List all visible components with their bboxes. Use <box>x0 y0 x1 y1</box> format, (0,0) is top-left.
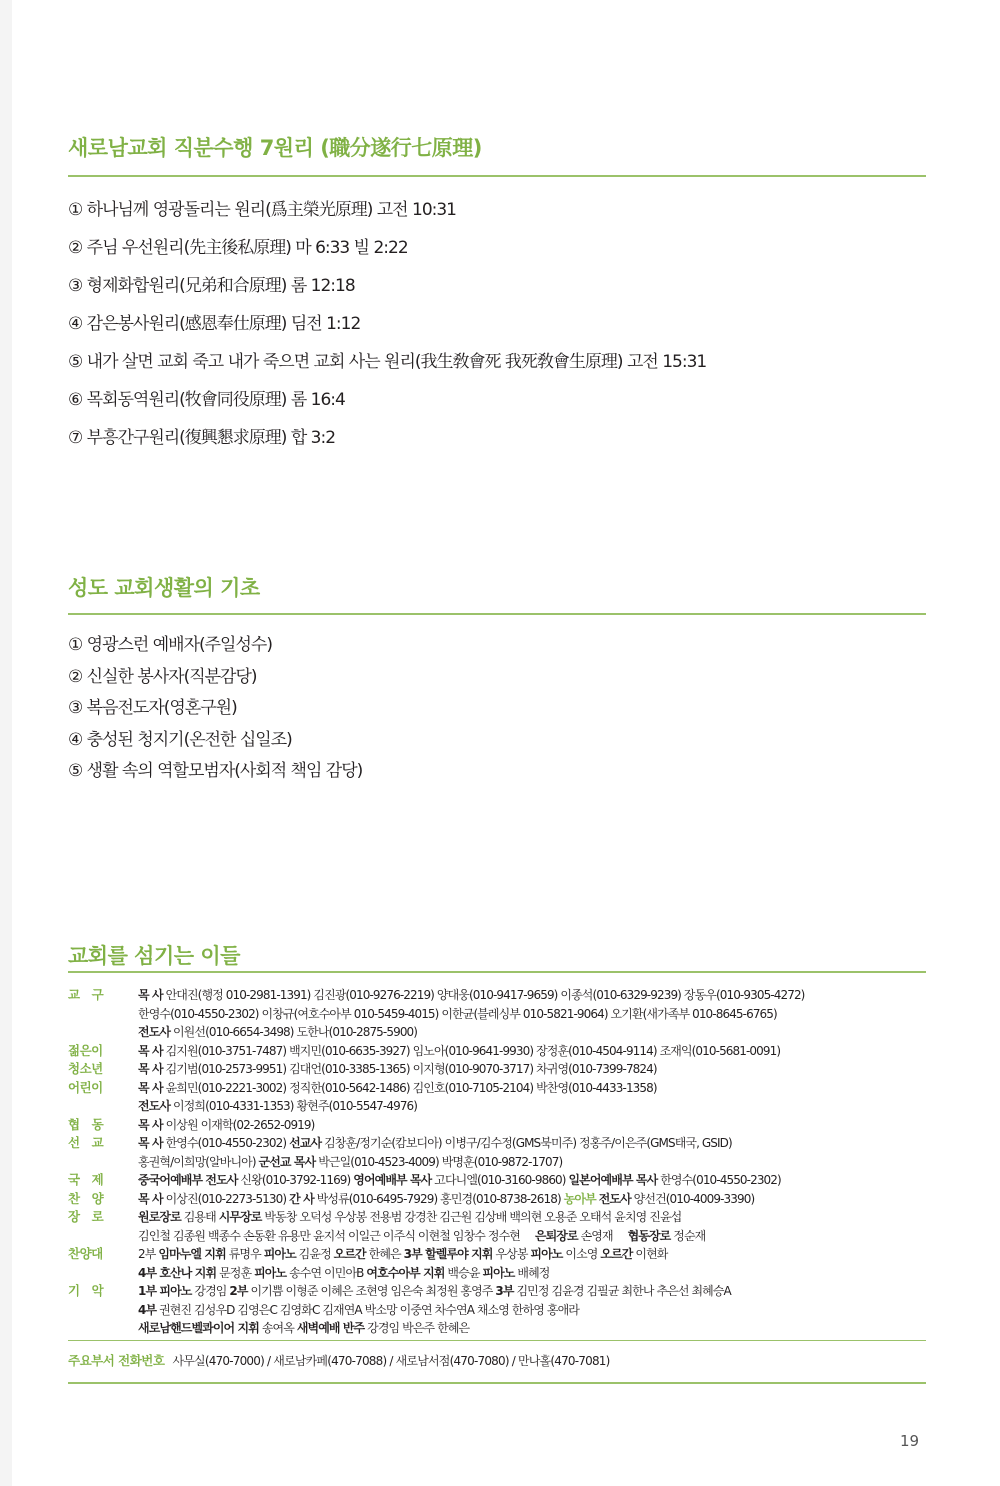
list-item: ① 하나님께 영광돌리는 원리(爲主榮光原理) 고전 10:31 <box>68 200 457 220</box>
directory-row <box>68 1134 938 1171</box>
names-text: 박성류(010-6495-7929) 홍민경(010-8738-2618) <box>313 1191 564 1206</box>
directory-label: 장 로 <box>68 1209 104 1224</box>
names-text: 한영수(010-4550-2302) <box>657 1173 781 1187</box>
directory-label: 선 교 <box>68 1135 104 1150</box>
list-item: ⑤ 생활 속의 역할모범자(사회적 책임 감당) <box>68 761 363 781</box>
names-text: 이상원 이재학(02-2652-0919) <box>162 1117 315 1132</box>
names-text: 한영수(010-4550-2302) <box>162 1136 290 1150</box>
directory-label: 국 제 <box>68 1172 104 1187</box>
names-text: 류명우 <box>225 1247 264 1261</box>
names-text: 이정희(010-4331-1353) 황현주(010-5547-4976) <box>170 1099 418 1113</box>
role-label: 피아노 <box>263 1247 296 1261</box>
directory-line <box>138 1005 938 1024</box>
role-label: 군선교 목사 <box>258 1154 316 1169</box>
list-item: ④ 충성된 청지기(온전한 십일조) <box>68 729 292 750</box>
names-text: 홍권혁/이희망(알바니아) <box>138 1154 259 1169</box>
directory-line <box>138 1153 938 1172</box>
role-label: 오르간 <box>333 1247 366 1261</box>
role-label: 시무장로 <box>218 1210 262 1224</box>
directory-line <box>138 1171 938 1190</box>
directory-row <box>68 1208 938 1245</box>
section-title-basics: 성도 교회생활의 기초 <box>68 576 260 600</box>
names-text: 김용태 <box>180 1210 219 1224</box>
directory-line <box>138 1190 938 1209</box>
role-label: 목 사 <box>138 988 163 1002</box>
names-text: 2부 <box>138 1247 159 1261</box>
directory-row <box>68 1245 938 1282</box>
directory-label: 젊은이 <box>68 1042 103 1058</box>
role-label: 3부 할렐루야 지휘 <box>403 1247 493 1261</box>
names-text: 김기범(010-2573-9951) 김대언(010-3385-1365) 이지형(010-9070-3717) 차귀영(010-7399-7824) <box>162 1062 657 1076</box>
names-text: 김지원(010-3751-7487) 백지민(010-6635-3927) 임노아(010-9641-9930) 장정훈(010-4504-9114) 조재익(010-5681-0091) <box>162 1043 781 1058</box>
directory-line <box>138 1116 938 1135</box>
role-label: 목 사 <box>138 1043 163 1058</box>
names-text: 안대진(행정 010-2981-1391) 김진광(010-9276-2219) 양대웅(010-9417-9659) 이종석(010-6329-9239) 장동우(010-9305-4272) <box>162 988 805 1002</box>
role-label: 피아노 <box>254 1265 287 1280</box>
directory-line <box>138 1060 938 1079</box>
role-label: 목 사 <box>138 1080 163 1095</box>
names-text: 우상봉 <box>492 1247 531 1261</box>
directory-row <box>68 1079 938 1116</box>
role-label: 1부 피아노 <box>138 1284 192 1298</box>
names-text: 김윤정 <box>295 1247 334 1261</box>
role-label: 4부 <box>138 1302 157 1317</box>
names-text: 신왕(010-3792-1169) <box>237 1173 354 1187</box>
names-text: 이상진(010-2273-5130) <box>162 1191 290 1206</box>
names-text: 이현화 <box>632 1247 668 1261</box>
directory-line <box>138 1097 938 1116</box>
role-label: 간 사 <box>289 1191 314 1206</box>
role-label: 오르간 <box>600 1247 633 1261</box>
section-title-staff: 교회를 섬기는 이들 <box>68 944 240 968</box>
directory-line <box>138 1227 938 1246</box>
list-item: ③ 복음전도자(영혼구원) <box>68 698 237 718</box>
role-label: 여호수아부 지휘 <box>366 1265 445 1280</box>
list-item: ② 주님 우선원리(先主後私原理) 마 6:33 빌 2:22 <box>68 238 408 258</box>
dept-label: 농아부 <box>563 1191 596 1206</box>
role-label: 전도사 <box>138 1099 171 1113</box>
directory-row <box>68 1060 938 1079</box>
section-divider-1 <box>68 175 926 177</box>
role-label: 전도사 <box>138 1025 171 1039</box>
names-text: 한혜은 <box>365 1247 404 1261</box>
directory-label: 협 동 <box>68 1116 104 1132</box>
directory-row <box>68 1171 938 1190</box>
staff-directory <box>68 986 938 1338</box>
list-item: ⑥ 목회동역원리(牧會同役原理) 롬 16:4 <box>68 390 345 410</box>
section-divider-3 <box>68 971 926 973</box>
role-label: 피아노 <box>530 1247 563 1261</box>
directory-row <box>68 986 938 1042</box>
names-text: 한영수(010-4550-2302) 이창규(여호수아부 010-5459-4015) 이한균(블레싱부 010-5821-9064) 오기환(새가족부 010-8645-6765) <box>138 1006 777 1021</box>
directory-line <box>138 1301 938 1320</box>
page-number: 19 <box>900 1432 920 1450</box>
role-label: 중국어예배부 전도사 <box>138 1173 238 1187</box>
role-label: 은퇴장로 <box>534 1228 578 1243</box>
page-edge <box>0 0 12 1486</box>
names-text: 김민정 김윤경 김필균 최한나 추은선 최혜승A <box>513 1284 731 1298</box>
names-text: 권현진 김성우D 김영은C 김영화C 김재연A 박소망 이중연 차수연A 채소영 한하영 홍애라 <box>156 1302 579 1317</box>
names-text: 양선건(010-4009-3390) <box>630 1191 755 1206</box>
directory-line <box>138 1134 938 1153</box>
list-item: ③ 형제화합원리(兄弟和合原理) 롬 12:18 <box>68 276 355 296</box>
role-label: 3부 <box>495 1284 514 1298</box>
directory-line <box>138 1023 938 1042</box>
directory-label: 교 구 <box>68 987 104 1002</box>
phone-row <box>68 1350 610 1370</box>
directory-label: 청소년 <box>68 1061 103 1076</box>
list-item: ⑤ 내가 살면 교회 죽고 내가 죽으면 교회 사는 원리(我生敎會死 我死敎會生原理) 고전 15:31 <box>68 352 707 372</box>
names-text: 송여옥 <box>258 1321 297 1335</box>
list-item: ② 신실한 봉사자(직분감당) <box>68 666 257 687</box>
names-text: 문정훈 <box>216 1265 255 1280</box>
directory-line <box>138 986 938 1005</box>
section-divider-2 <box>68 613 926 615</box>
names-text: 윤희민(010-2221-3002) 정직한(010-5642-1486) 김인호(010-7105-2104) 박찬영(010-4433-1358) <box>162 1080 657 1095</box>
directory-line <box>138 1042 938 1061</box>
names-text: 이원선(010-6654-3498) 도한나(010-2875-5900) <box>170 1025 418 1039</box>
directory-label: 찬양대 <box>68 1246 103 1261</box>
names-text: 강경임 <box>191 1284 230 1298</box>
phone-label: 주요부서 전화번호 <box>68 1353 165 1368</box>
directory-label: 기 악 <box>68 1283 104 1298</box>
list-item: ① 영광스런 예배자(주일성수) <box>68 635 272 655</box>
directory-line <box>138 1264 938 1283</box>
role-label: 일본어예배부 목사 <box>568 1173 658 1187</box>
role-label: 선교사 <box>289 1136 322 1150</box>
names-text: 이소영 <box>562 1247 601 1261</box>
directory-label: 찬 양 <box>68 1190 104 1206</box>
directory-line <box>138 1079 938 1098</box>
names-text: 고다니엘(010-3160-9860) <box>431 1173 569 1187</box>
role-label: 협동장로 <box>627 1228 671 1243</box>
directory-line <box>138 1282 938 1301</box>
names-text: 박동창 오덕성 우상봉 전용범 강경찬 김근원 김상배 백의현 오용준 오태석 윤치영 진윤섭 <box>261 1210 682 1224</box>
names-text: 송수연 이민아B <box>286 1265 367 1280</box>
role-label: 피아노 <box>482 1265 515 1280</box>
list-item: ④ 감은봉사원리(感恩奉仕原理) 딤전 1:12 <box>68 314 361 334</box>
directory-label: 어린이 <box>68 1079 103 1095</box>
role-label: 2부 <box>229 1284 248 1298</box>
role-label: 목 사 <box>138 1117 163 1132</box>
role-label: 4부 호산나 지휘 <box>138 1265 217 1280</box>
role-label: 목 사 <box>138 1191 163 1206</box>
role-label: 새로남핸드벨콰이어 지휘 <box>138 1321 259 1335</box>
principles-list <box>68 191 926 457</box>
role-label: 목 사 <box>138 1062 163 1076</box>
names-text: 김창훈/정기순(캄보디아) 이병구/김수정(GMS북미주) 정홍주/이은주(GMS태국, GSID) <box>321 1136 732 1150</box>
section-divider-bottom <box>68 1382 926 1384</box>
section-title-principles: 새로남교회 직분수행 7원리 (職分遂行七原理) <box>68 136 482 160</box>
directory-line <box>138 1245 938 1264</box>
basics-list <box>68 630 926 788</box>
role-label: 전도사 <box>598 1191 631 1206</box>
names-text: 정순재 <box>670 1228 706 1243</box>
names-text: 박근일(010-4523-4009) 박명훈(010-9872-1707) <box>315 1154 563 1169</box>
role-label: 목 사 <box>138 1136 163 1150</box>
directory-line <box>138 1319 938 1338</box>
list-item: ⑦ 부흥간구원리(復興懇求原理) 합 3:2 <box>68 428 336 448</box>
role-label: 임마누엘 지휘 <box>158 1247 226 1261</box>
names-text: 이기쁨 이형준 이혜은 조현영 임은숙 최정원 홍영주 <box>247 1284 496 1298</box>
names-text: 손영재 <box>577 1228 616 1243</box>
role-label: 새벽예배 반주 <box>296 1321 365 1335</box>
role-label: 원로장로 <box>138 1210 181 1224</box>
role-label: 영어예배부 목사 <box>353 1173 432 1187</box>
directory-row <box>68 1116 938 1135</box>
phone-numbers: 사무실(470-7000) / 새로남카페(470-7088) / 새로남서점(470-7080) / 만나홀(470-7081) <box>172 1354 610 1368</box>
directory-line <box>138 1208 938 1227</box>
directory-row <box>68 1190 938 1209</box>
phone-divider-top <box>68 1340 926 1341</box>
names-text: 백승윤 <box>444 1265 483 1280</box>
names-text: 배혜정 <box>514 1265 550 1280</box>
directory-row <box>68 1282 938 1338</box>
directory-row <box>68 1042 938 1061</box>
names-text: 김인철 김종원 백종수 손동환 유용만 윤지석 이일근 이주식 이현철 임창수 정수현 <box>138 1228 523 1243</box>
names-text: 강경임 박은주 한혜은 <box>364 1321 470 1335</box>
